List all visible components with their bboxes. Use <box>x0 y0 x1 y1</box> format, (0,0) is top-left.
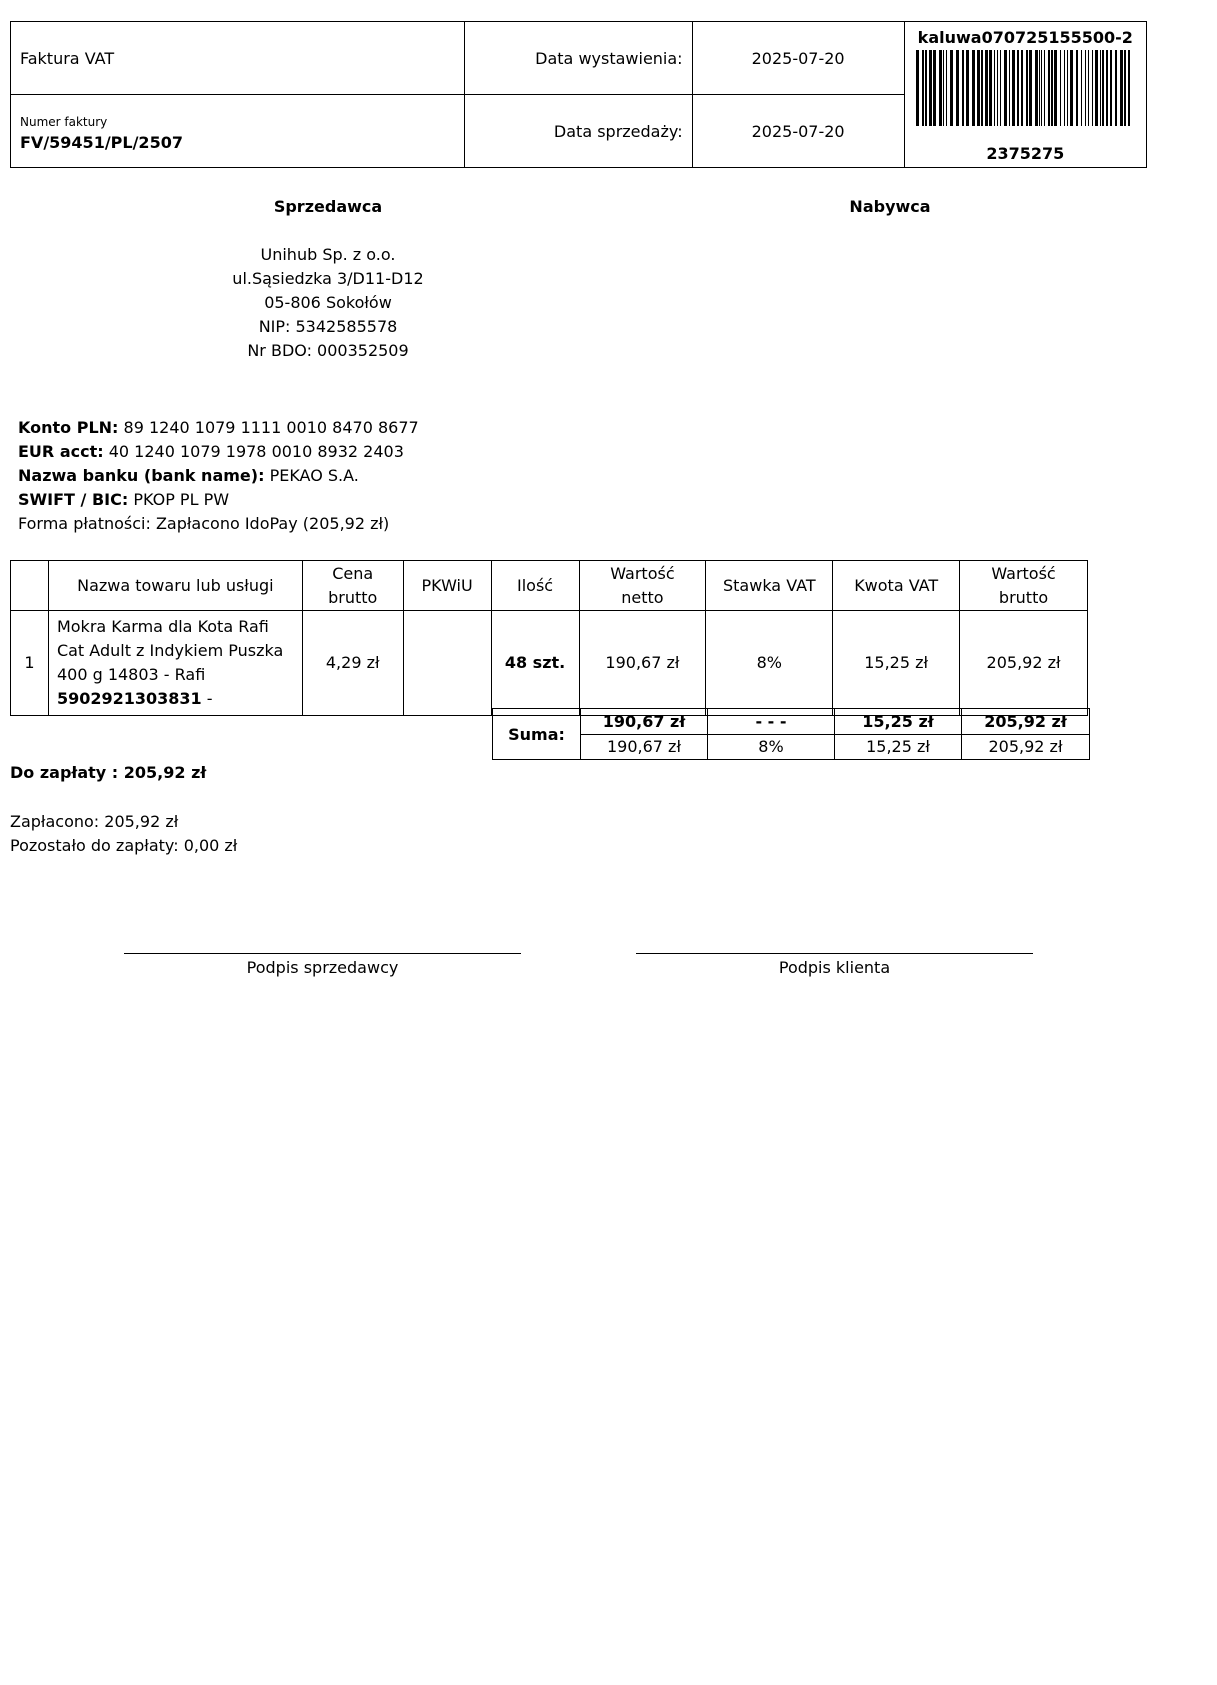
summary-total-vat: 15,25 zł <box>835 709 962 735</box>
barcode-bar <box>929 50 932 126</box>
barcode-bar <box>1124 50 1126 126</box>
seller-title: Sprzedawca <box>273 197 383 216</box>
amount-paid: Zapłacono: 205,92 zł <box>10 812 179 831</box>
bank-details <box>18 416 419 536</box>
barcode-bar <box>925 50 927 126</box>
barcode-bar <box>966 50 969 126</box>
barcode-bar <box>922 50 924 126</box>
swift-label: SWIFT / BIC: <box>18 490 129 509</box>
barcode-bar <box>1076 50 1078 126</box>
barcode-bar <box>994 50 995 126</box>
bank-name-label: Nazwa banku (bank name): <box>18 466 265 485</box>
barcode-bar <box>1035 50 1038 126</box>
barcode-image <box>914 50 1136 126</box>
barcode-bar <box>946 50 947 126</box>
barcode-bar <box>1060 50 1061 126</box>
invoice-header-table <box>10 21 1147 168</box>
row-gross: 205,92 zł <box>960 611 1088 716</box>
header-price-gross: Cena brutto <box>302 561 403 611</box>
row-name-cell <box>48 611 302 716</box>
barcode-bar <box>1012 50 1015 126</box>
barcode-bar <box>1120 50 1123 126</box>
row-vat-amount: 15,25 zł <box>833 611 960 716</box>
barcode-bar <box>1064 50 1065 126</box>
barcode-bar <box>1044 50 1045 126</box>
table-row <box>11 611 1088 716</box>
row-name: Mokra Karma dla Kota Rafi Cat Adult z Indykiem Puszka 400 g 14803 - Rafi <box>56 617 284 684</box>
barcode-bar <box>1017 50 1019 126</box>
barcode-bar <box>1128 50 1130 126</box>
header-net: Wartość netto <box>579 561 706 611</box>
barcode-bar <box>1051 50 1053 126</box>
summary-rate-net: 190,67 zł <box>581 734 708 760</box>
header-gross: Wartość brutto <box>960 561 1088 611</box>
barcode-bar <box>962 50 964 126</box>
barcode-bar <box>1095 50 1098 126</box>
header-pkwiu: PKWiU <box>403 561 491 611</box>
seller-block <box>178 195 478 363</box>
seller-name: Unihub Sp. z o.o. <box>260 245 396 264</box>
row-ean-suffix: - <box>201 689 213 708</box>
seller-bdo: Nr BDO: 000352509 <box>247 341 409 360</box>
barcode-cell <box>904 22 1146 168</box>
client-signature-label: Podpis klienta <box>778 958 891 977</box>
row-price-gross: 4,29 zł <box>302 611 403 716</box>
barcode-bar <box>1054 50 1057 126</box>
barcode-bar <box>1092 50 1093 126</box>
summary-label: Suma: <box>493 709 581 760</box>
items-table <box>10 560 1088 716</box>
issue-date: 2025-07-20 <box>692 22 904 95</box>
barcode-bar <box>1009 50 1010 126</box>
row-net: 190,67 zł <box>579 611 706 716</box>
barcode-bar <box>1106 50 1108 126</box>
pln-account-value: 89 1240 1079 1111 0010 8470 8677 <box>118 418 419 437</box>
barcode-bar <box>1048 50 1050 126</box>
header-qty: Ilość <box>491 561 579 611</box>
buyer-block <box>760 195 1020 219</box>
barcode-bar <box>956 50 959 126</box>
barcode-bar <box>939 50 942 126</box>
barcode-bar <box>950 50 953 126</box>
payment-form: Forma płatności: Zapłacono IdoPay (205,92 zł) <box>18 514 390 533</box>
barcode-bar <box>1041 50 1042 126</box>
seller-street: ul.Sąsiedzka 3/D11-D12 <box>232 269 424 288</box>
row-vat-rate: 8% <box>706 611 833 716</box>
pln-account-label: Konto PLN: <box>18 418 119 437</box>
summary-table <box>492 708 1090 760</box>
eur-account-value: 40 1240 1079 1978 0010 8932 2403 <box>103 442 404 461</box>
document-type: Faktura VAT <box>11 22 465 95</box>
barcode-bar <box>1115 50 1117 126</box>
barcode-bar <box>1088 50 1089 126</box>
barcode-bar <box>989 50 992 126</box>
barcode-bar <box>1021 50 1023 126</box>
barcode-bar <box>1100 50 1101 126</box>
sale-date-label: Data sprzedaży: <box>465 95 692 168</box>
client-signature-line <box>636 953 1033 954</box>
barcode-bar <box>943 50 944 126</box>
summary-total-net: 190,67 zł <box>581 709 708 735</box>
issue-date-label: Data wystawienia: <box>465 22 692 95</box>
buyer-title: Nabywca <box>849 197 931 216</box>
barcode-bar <box>1110 50 1112 126</box>
sale-date: 2025-07-20 <box>692 95 904 168</box>
barcode-bar <box>1070 50 1073 126</box>
header-vat-rate: Stawka VAT <box>706 561 833 611</box>
seller-nip: NIP: 5342585578 <box>258 317 398 336</box>
barcode-bar <box>1000 50 1001 126</box>
seller-city: 05-806 Sokołów <box>264 293 392 312</box>
swift-value: PKOP PL PW <box>128 490 230 509</box>
amount-remaining: Pozostało do zapłaty: 0,00 zł <box>10 836 238 855</box>
barcode-bar <box>1067 50 1068 126</box>
barcode-bar <box>1029 50 1032 126</box>
invoice-number: FV/59451/PL/2507 <box>20 132 183 152</box>
row-pkwiu <box>403 611 491 716</box>
barcode-bar <box>1081 50 1082 126</box>
items-header-row <box>11 561 1088 611</box>
barcode-bar <box>1004 50 1007 126</box>
row-ean: 5902921303831 <box>56 689 202 708</box>
header-lp <box>11 561 49 611</box>
barcode-bar <box>1085 50 1086 126</box>
row-qty: 48 szt. <box>491 611 579 716</box>
eur-account-label: EUR acct: <box>18 442 104 461</box>
summary-total-gross: 205,92 zł <box>962 709 1090 735</box>
amount-to-pay: Do zapłaty : 205,92 zł <box>10 763 207 782</box>
seller-signature-label: Podpis sprzedawcy <box>246 958 399 977</box>
summary-total-rate: - - - <box>708 709 835 735</box>
summary-rate-vat: 15,25 zł <box>835 734 962 760</box>
barcode-bar <box>977 50 980 126</box>
barcode-bar <box>997 50 998 126</box>
barcode-code: kaluwa070725155500-2 <box>917 28 1133 47</box>
bank-name-value: PEKAO S.A. <box>264 466 359 485</box>
row-lp: 1 <box>11 611 49 716</box>
barcode-bar <box>1102 50 1104 126</box>
header-name: Nazwa towaru lub usługi <box>48 561 302 611</box>
summary-rate-gross: 205,92 zł <box>962 734 1090 760</box>
header-vat-amount: Kwota VAT <box>833 561 960 611</box>
summary-rate: 8% <box>708 734 835 760</box>
barcode-bar <box>985 50 988 126</box>
barcode-bar <box>916 50 919 126</box>
barcode-bar <box>1026 50 1028 126</box>
barcode-bar <box>972 50 975 126</box>
barcode-bar <box>981 50 983 126</box>
invoice-number-label: Numer faktury <box>20 114 108 129</box>
barcode-bar <box>1039 50 1040 126</box>
barcode-bar <box>933 50 936 126</box>
barcode-number: 2375275 <box>986 144 1065 163</box>
seller-signature-line <box>124 953 521 954</box>
